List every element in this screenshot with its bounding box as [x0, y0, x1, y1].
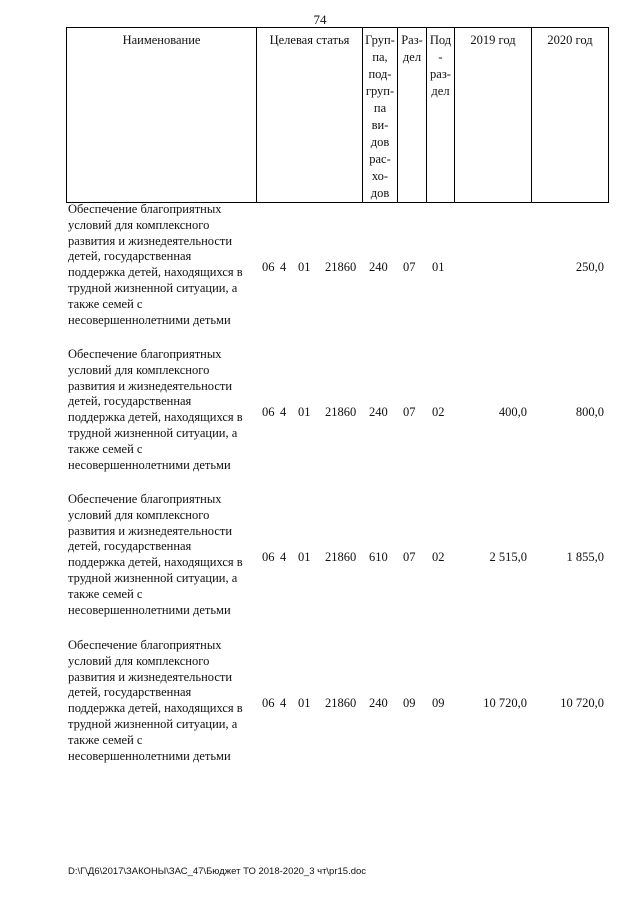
row-expense-group: 240	[369, 405, 388, 419]
row-amount-2020: 250,0	[575, 260, 604, 274]
row-code-activity: 01	[298, 405, 311, 419]
page-number: 74	[313, 12, 327, 27]
header-year-2019: 2019 год	[455, 28, 532, 203]
budget-table-header	[66, 27, 609, 203]
row-name: Обеспечение благоприятных условий для комплексного развития и жизнедеятельности детей, государственная поддержка детей, находящихся в трудной жизненной ситуации, а также семей с несовершеннолетними детьми	[68, 347, 243, 472]
row-subsection: 02	[432, 550, 445, 564]
row-name: Обеспечение благоприятных условий для комплексного развития и жизнедеятельности детей, государственная поддержка детей, находящихся в трудной жизненной ситуации, а также семей с несовершеннолетними детьми	[68, 638, 243, 763]
row-name: Обеспечение благоприятных условий для комплексного развития и жизнедеятельности детей, государственная поддержка детей, находящихся в трудной жизненной ситуации, а также семей с несовершеннолетними детьми	[68, 492, 243, 617]
row-section: 07	[403, 550, 416, 564]
row-code-activity: 01	[298, 550, 311, 564]
row-code-direction: 21860	[325, 550, 357, 564]
table-row	[0, 492, 640, 622]
table-row	[0, 202, 640, 332]
row-amount-2019: 10 720,0	[483, 696, 527, 710]
header-subsection: Под- раз- дел	[427, 28, 455, 203]
row-code-subprogram: 4	[280, 405, 287, 419]
header-name: Наименование	[67, 28, 257, 203]
table-row	[0, 638, 640, 768]
row-code-program: 06	[262, 696, 275, 710]
row-amount-2020: 10 720,0	[560, 696, 604, 710]
row-code-subprogram: 4	[280, 696, 287, 710]
header-section: Раз- дел	[398, 28, 427, 203]
row-amount-2020: 800,0	[575, 405, 604, 419]
row-code-program: 06	[262, 405, 275, 419]
header-year-2020: 2020 год	[532, 28, 609, 203]
row-name: Обеспечение благоприятных условий для комплексного развития и жизнедеятельности детей, государственная поддержка детей, находящихся в трудной жизненной ситуации, а также семей с несовершеннолетними детьми	[68, 202, 243, 327]
row-expense-group: 240	[369, 696, 388, 710]
row-section: 07	[403, 260, 416, 274]
row-subsection: 09	[432, 696, 445, 710]
row-code-direction: 21860	[325, 405, 357, 419]
row-amount-2019: 400,0	[498, 405, 527, 419]
row-code-direction: 21860	[325, 696, 357, 710]
row-subsection: 02	[432, 405, 445, 419]
row-expense-group: 610	[369, 550, 388, 564]
row-code-subprogram: 4	[280, 260, 287, 274]
row-expense-group: 240	[369, 260, 388, 274]
row-amount-2019: 2 515,0	[489, 550, 527, 564]
row-code-program: 06	[262, 260, 275, 274]
header-expense-group: Груп- па, под- груп- па ви- дов рас- хо- дов	[363, 28, 398, 203]
row-code-program: 06	[262, 550, 275, 564]
row-amount-2020: 1 855,0	[566, 550, 604, 564]
file-path-footer: D:\Г\Д6\2017\ЗАКОНЫ\ЗАС_47\Бюджет ТО 2018-2020_3 чт\pr15.doc	[68, 866, 367, 877]
table-row	[0, 347, 640, 477]
row-code-direction: 21860	[325, 260, 357, 274]
row-code-activity: 01	[298, 260, 311, 274]
row-section: 07	[403, 405, 416, 419]
row-code-subprogram: 4	[280, 550, 287, 564]
header-target-article: Целевая статья	[257, 28, 363, 203]
row-section: 09	[403, 696, 416, 710]
row-code-activity: 01	[298, 696, 311, 710]
row-subsection: 01	[432, 260, 445, 274]
